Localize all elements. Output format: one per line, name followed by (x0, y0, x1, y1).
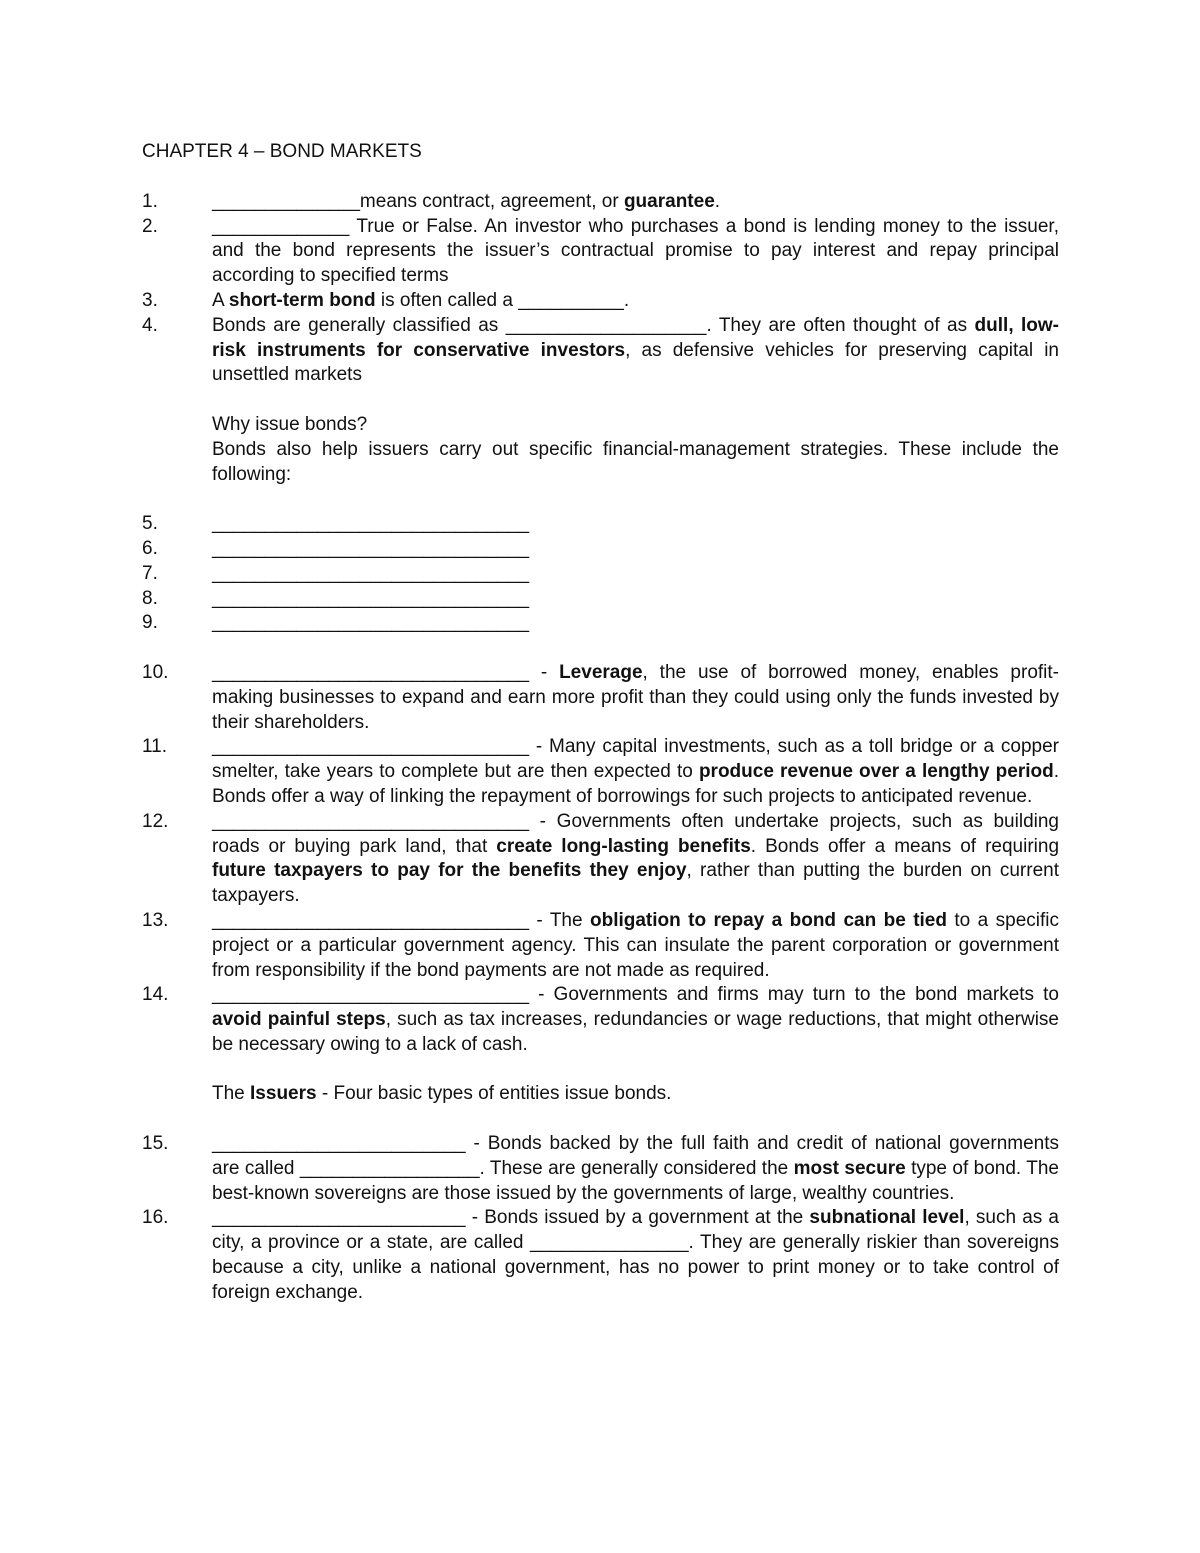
blank-item: 5. ______________________________ (142, 512, 1059, 537)
question-item: 16. ________________________ - Bonds issued by a government at the subnational level, such as a city, a province or a state, are called _______________. They are generally riskier than sovereigns because a city, unlike a national government, has no power to print money or to take control of foreign exchange. (142, 1207, 1060, 1303)
document-page (142, 140, 1059, 1306)
item-number: 12. (142, 810, 169, 832)
question-item: 13. ______________________________ - The obligation to repay a bond can be tied to a specific project or a particular government agency. This can insulate the parent corporation or government from responsibility if the bond payments are not made as required. (142, 909, 1059, 981)
item-number: 7. (142, 562, 158, 584)
item-number: 14. (142, 984, 169, 1006)
question-list-2 (142, 661, 1059, 1058)
question-item: 4. Bonds are generally classified as ___________________. They are often thought of as dull, low-risk instruments for conservative investors, as defensive vehicles for preserving capital in unsettled markets (142, 314, 1059, 386)
item-number: 10. (142, 661, 169, 683)
item-number: 1. (142, 190, 158, 212)
chapter-title: CHAPTER 4 – BOND MARKETS (142, 141, 422, 162)
question-item: 10. ______________________________ - Leverage, the use of borrowed money, enables profit-making businesses to expand and earn more profit than they could using only the funds invested by their shareholders. (142, 661, 1059, 733)
question-list-1 (142, 190, 1059, 388)
item-number: 5. (142, 513, 158, 535)
question-item: 2. _____________ True or False. An investor who purchases a bond is lending money to the issuer, and the bond represents the issuer’s contractual promise to pay interest and repay principal according to specified terms (142, 215, 1059, 287)
item-number: 13. (142, 909, 169, 931)
item-number: 2. (142, 215, 158, 237)
item-number: 11. (142, 736, 168, 758)
question-item: 11. ______________________________ - Many capital investments, such as a toll bridge or a copper smelter, take years to complete but are then expected to produce revenue over a lengthy period. Bonds offer a way of linking the repayment of borrowings for such projects to anticipated revenue. (142, 736, 1059, 807)
item-number: 8. (142, 587, 158, 609)
blank-item: 9. ______________________________ (142, 611, 1059, 636)
item-number: 4. (142, 314, 158, 336)
blank-item: 8. ______________________________ (142, 587, 1059, 612)
blank-item: 7. ______________________________ (142, 562, 1059, 587)
why-body: Bonds also help issuers carry out specific financial-management strategies. These include the following: (212, 438, 1059, 485)
why-heading: Why issue bonds? (212, 413, 368, 435)
question-item: 15. ________________________ - Bonds backed by the full faith and credit of national governments are called _________________. These are generally considered the most secure type of bond. The best-known sovereigns are those issued by the governments of large, wealthy countries. (142, 1133, 1059, 1204)
question-item: 1. ______________means contract, agreement, or guarantee. (142, 190, 1059, 215)
question-item: 14. ______________________________ - Governments and firms may turn to the bond markets to avoid painful steps, such as tax increases, redundancies or wage reductions, that might otherwise be necessary owing to a lack of cash. (142, 984, 1059, 1055)
item-number: 16. (142, 1207, 169, 1229)
issuers-heading: The Issuers - Four basic types of entities issue bonds. (212, 1083, 672, 1105)
question-list-3 (142, 1132, 1059, 1306)
question-item: 3. A short-term bond is often called a __________. (142, 289, 1059, 314)
question-item: 12. ______________________________ - Governments often undertake projects, such as building roads or buying park land, that create long-lasting benefits. Bonds offer a means of requiring future taxpayers to pay for the benefits they enjoy, rather than putting the burden on current taxpayers. (142, 810, 1060, 907)
item-number: 3. (142, 289, 158, 311)
blank-list (142, 512, 1059, 636)
blank-item: 6. ______________________________ (142, 537, 1059, 562)
item-number: 15. (142, 1133, 169, 1155)
item-number: 6. (142, 537, 158, 559)
item-number: 9. (142, 612, 158, 634)
